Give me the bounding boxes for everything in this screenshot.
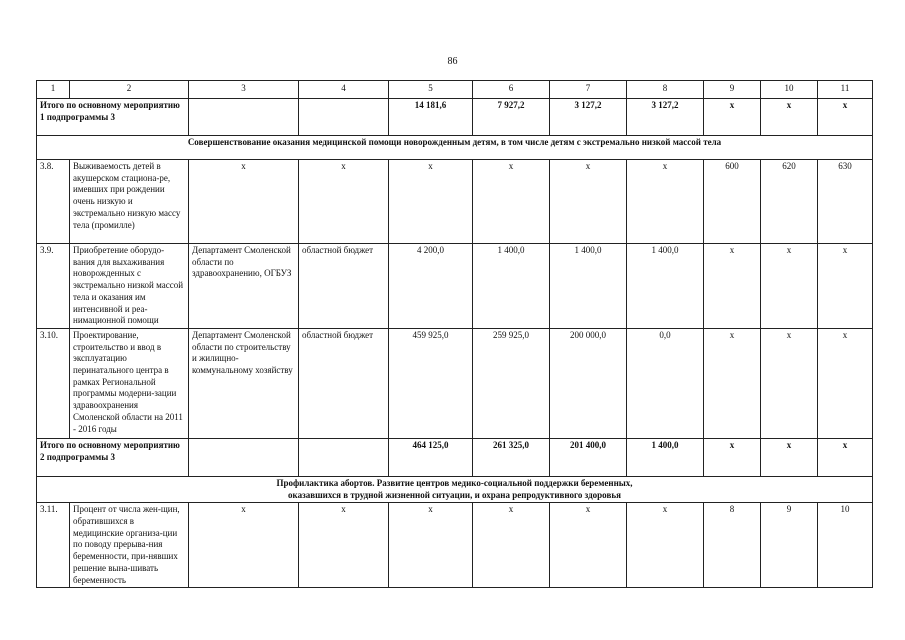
total-label: Итого по основному мероприятию 1 подпрограммы 3 <box>37 99 189 136</box>
table-cell <box>189 438 299 476</box>
header-cell: 6 <box>473 81 550 99</box>
section-heading-row <box>37 476 873 502</box>
table-cell: х <box>818 438 873 476</box>
table-row <box>37 503 873 588</box>
row-number: 3.8. <box>37 160 70 244</box>
table-cell: х <box>473 503 550 588</box>
table-cell <box>189 99 299 136</box>
table-cell: х <box>389 160 473 244</box>
header-cell: 4 <box>299 81 389 99</box>
header-cell: 1 <box>37 81 70 99</box>
total-row-1 <box>37 99 873 136</box>
table-cell: Департамент Смоленской области по строительству и жилищно-коммунальному хозяйству <box>189 328 299 438</box>
table-cell: х <box>761 438 818 476</box>
table-cell: 261 325,0 <box>473 438 550 476</box>
table-cell <box>299 438 389 476</box>
table-cell: 1 400,0 <box>627 244 704 329</box>
table-cell: х <box>761 99 818 136</box>
table-cell: 201 400,0 <box>550 438 627 476</box>
table-cell: 1 400,0 <box>473 244 550 329</box>
section-heading: Совершенствование оказания медицинской помощи новорожденным детям, в том числе детям с экстремально низкой массой тела <box>37 136 873 160</box>
table-cell: 464 125,0 <box>389 438 473 476</box>
table-cell: 4 200,0 <box>389 244 473 329</box>
table-cell: х <box>704 244 761 329</box>
page-number: 86 <box>447 56 458 67</box>
row-number: 3.9. <box>37 244 70 329</box>
table-cell: х <box>761 244 818 329</box>
row-name: Проектирование, строительство и ввод в эксплуатацию перинатального центра в рамках Региональной программы модерни-зации здравоохранения Смоленской области на 2011 - 2016 годы <box>70 328 189 438</box>
table-cell: 630 <box>818 160 873 244</box>
total-label: Итого по основному мероприятию 2 подпрограммы 3 <box>37 438 189 476</box>
table-cell: 459 925,0 <box>389 328 473 438</box>
header-cell: 7 <box>550 81 627 99</box>
header-cell: 2 <box>70 81 189 99</box>
header-cell: 3 <box>189 81 299 99</box>
table-cell: х <box>189 503 299 588</box>
table-cell: 3 127,2 <box>627 99 704 136</box>
table-cell: 259 925,0 <box>473 328 550 438</box>
header-row <box>37 81 873 99</box>
table-cell: х <box>550 160 627 244</box>
table-cell: х <box>818 244 873 329</box>
row-number: 3.11. <box>37 503 70 588</box>
section-heading-row <box>37 136 873 160</box>
section-heading-line: Профилактика абортов. Развитие центров медико-социальной поддержки беременных, <box>276 477 633 488</box>
table-cell: х <box>704 99 761 136</box>
table-cell: х <box>627 503 704 588</box>
table-cell: 7 927,2 <box>473 99 550 136</box>
table-cell <box>299 99 389 136</box>
row-name: Процент от числа жен-щин, обратившихся в медицинские организа-ции по поводу прерыва-ния беременности, при-нявших решение вына-шивать беременность <box>70 503 189 588</box>
header-cell: 8 <box>627 81 704 99</box>
section-heading <box>37 476 873 502</box>
header-cell: 10 <box>761 81 818 99</box>
table-cell: х <box>704 328 761 438</box>
header-cell: 9 <box>704 81 761 99</box>
table-row <box>37 328 873 438</box>
table-cell: х <box>818 99 873 136</box>
header-cell: 11 <box>818 81 873 99</box>
table-cell: х <box>299 160 389 244</box>
table-cell: х <box>299 503 389 588</box>
table-cell: 10 <box>818 503 873 588</box>
section-heading-line: оказавшихся в трудной жизненной ситуации, и охрана репродуктивного здоровья <box>288 489 621 500</box>
table-cell: х <box>818 328 873 438</box>
table-row <box>37 244 873 329</box>
table-cell: Департамент Смоленской области по здравоохранению, ОГБУЗ <box>189 244 299 329</box>
table-cell: 1 400,0 <box>550 244 627 329</box>
row-number: 3.10. <box>37 328 70 438</box>
table-cell: 9 <box>761 503 818 588</box>
table-cell: 1 400,0 <box>627 438 704 476</box>
table-cell: 200 000,0 <box>550 328 627 438</box>
total-row-2 <box>37 438 873 476</box>
row-name: Приобретение оборудо-вания для выхаживания новорожденных с экстремально низкой массой тела и оказания им интенсивной и реа-нимационной помощи <box>70 244 189 329</box>
program-table <box>36 80 873 588</box>
table-cell: 8 <box>704 503 761 588</box>
table-cell: х <box>704 438 761 476</box>
table-cell: 3 127,2 <box>550 99 627 136</box>
table-cell: х <box>627 160 704 244</box>
table-cell: 620 <box>761 160 818 244</box>
table-cell: областной бюджет <box>299 328 389 438</box>
table-cell: х <box>761 328 818 438</box>
table-cell: х <box>189 160 299 244</box>
table-cell: областной бюджет <box>299 244 389 329</box>
row-name: Выживаемость детей в акушерском стациона-ре, имевших при рождении очень низкую и экстремально низкую массу тела (промилле) <box>70 160 189 244</box>
table-cell: 14 181,6 <box>389 99 473 136</box>
table-row <box>37 160 873 244</box>
table-cell: 0,0 <box>627 328 704 438</box>
table-cell: х <box>473 160 550 244</box>
table-cell: х <box>389 503 473 588</box>
header-cell: 5 <box>389 81 473 99</box>
table-cell: 600 <box>704 160 761 244</box>
table-cell: х <box>550 503 627 588</box>
